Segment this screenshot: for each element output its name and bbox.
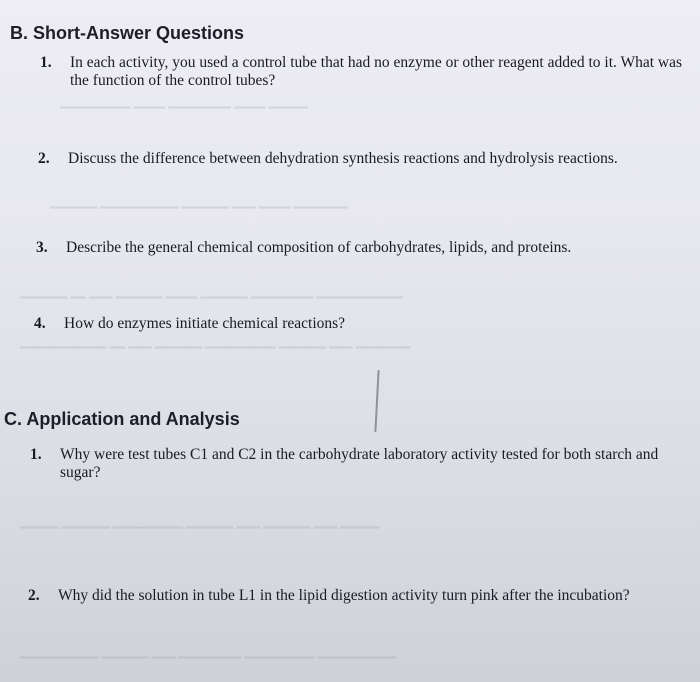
question-number: 2. (38, 150, 50, 167)
bleed-through-text: ━━━━━━ ━━━━━━━━━━ ━━━━━━ ━━━ ━━━━ ━━━━━━━ (50, 200, 349, 215)
question-text: Discuss the difference between dehydration synthesis reactions and hydrolysis reactions. (68, 150, 618, 167)
question-number: 4. (34, 315, 46, 332)
bleed-through-text: ━━━━━━ ━━ ━━━ ━━━━━━ ━━━━ ━━━━━━ ━━━━━━━━ ━━━━━━━━━━━ (20, 290, 403, 305)
question-number: 3. (36, 239, 48, 256)
section-b-heading: B. Short-Answer Questions (10, 23, 245, 43)
question-b2 (38, 150, 658, 190)
bleed-through-text: ━━━━━━━━━━━ ━━ ━━━ ━━━━━━ ━━━━━━━━━ ━━━━━━ ━━━ ━━━━━━━ (20, 340, 411, 355)
bleed-through-text: ━━━━━ ━━━━━━ ━━━━━━━━━ ━━━━━━ ━━━ ━━━━━━ ━━━ ━━━━━ (20, 520, 380, 535)
pen-mark (374, 370, 379, 432)
question-c1 (30, 446, 690, 486)
question-number: 1. (30, 446, 42, 463)
question-text: Why were test tubes C1 and C2 in the carbohydrate laboratory activity tested for both starch and sugar? (60, 446, 659, 481)
question-b3 (36, 239, 676, 261)
question-text: Why did the solution in tube L1 in the lipid digestion activity turn pink after the incubation? (58, 587, 630, 604)
question-b4 (34, 315, 674, 337)
question-c2 (28, 587, 668, 627)
question-number: 1. (40, 54, 52, 71)
question-text: In each activity, you used a control tube that had no enzyme or other reagent added to it. What was the function of the control tubes? (70, 54, 683, 89)
question-text: Describe the general chemical composition of carbohydrates, lipids, and proteins. (66, 239, 572, 256)
bleed-through-text: ━━━━━━━━━ ━━━━ ━━━━━━━━ ━━━━ ━━━━━ (60, 100, 308, 115)
bleed-through-text: ━━━━━━━━━━ ━━━━━━ ━━━ ━━━━━━━━ ━━━━━━━━━ ━━━━━━━━━━ (20, 650, 397, 665)
question-b1 (40, 54, 690, 94)
section-c-heading: C. Application and Analysis (4, 409, 240, 429)
question-text: How do enzymes initiate chemical reactions? (64, 315, 346, 332)
question-number: 2. (28, 587, 40, 604)
